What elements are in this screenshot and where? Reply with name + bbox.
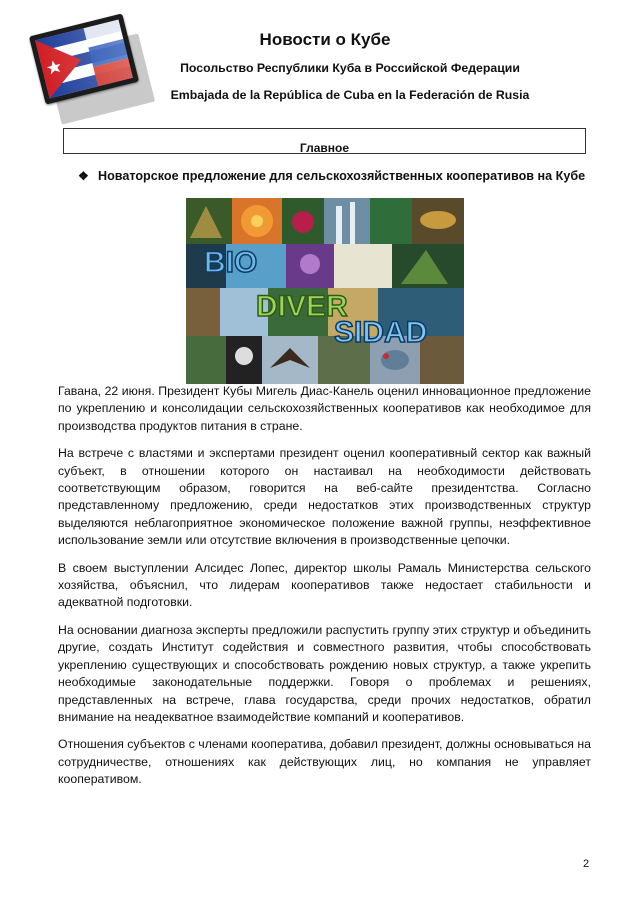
collage-word-diver: DIVER — [256, 290, 348, 323]
article-headline-text: Новаторское предложение для сельскохозяйственных кооперативов на Кубе — [98, 169, 586, 183]
article-paragraph: В своем выступлении Алсидес Лопес, директор школы Рамаль Министерства сельского хозяйства, объяснил, что лидерам кооперативов также недостает стабильности и адекватной подготовки. — [58, 560, 591, 610]
biodiversity-collage-image — [186, 198, 464, 384]
section-heading: Главное — [299, 141, 350, 155]
collage-word-bio: BIO — [204, 246, 258, 279]
embassy-name-ru: Посольство Республики Куба в Российской Федерации — [180, 61, 520, 75]
article-paragraph: На встрече с властями и экспертами президент оценил кооперативный сектор как важный субъект, в отношении которого он настаивал на необходимости действовать соответствующим образом, говорится на веб-сайте президентства. Согласно представленному предложению, среди недостатков этих производственных структур выделяются неблагоприятное экономическое положение важной группы, неэффективное использование земли или отсутствие включения в производственные цепочки. — [58, 446, 591, 548]
page-number: 2 — [583, 858, 590, 870]
article-paragraph: Гавана, 22 июня. Президент Кубы Мигель Диас-Канель оценил инновационное предложение по укреплению и консолидации сельскохозяйственных кооперативов как необходимое для производства продуктов питания в стране. — [58, 384, 591, 433]
article-body — [58, 383, 591, 799]
embassy-name-es: Embajada de la República de Cuba en la Federación de Rusia — [170, 88, 530, 102]
collage-word-sidad: SIDAD — [334, 316, 428, 349]
newsletter-title: Новости о Кубе — [259, 30, 391, 49]
section-heading-box — [63, 128, 586, 154]
flag-logo — [30, 14, 150, 124]
article-paragraph: Отношения субъектов с членами кооператива, добавил президент, должны основываться на сотрудничестве, отношениях как действующих лиц, но компания не управляет кооперативом. — [58, 737, 591, 787]
article-headline — [78, 168, 588, 185]
article-paragraph: На основании диагноза эксперты предложили распустить группу этих структур и объединить другие, создать Институт содействия и совместного развития, чтобы способствовать укреплению существующих и способствовать рождению новых структур, а также укрепить необходимые законодательные поддержки. Говоря о проблемах и решениях, представленных на встрече, глава государства, среди прочих недостатков, обратил внимание на неадекватное взаимодействие компаний и кооперативов. — [58, 622, 591, 724]
diamond-bullet-icon: ❖ — [78, 169, 89, 183]
